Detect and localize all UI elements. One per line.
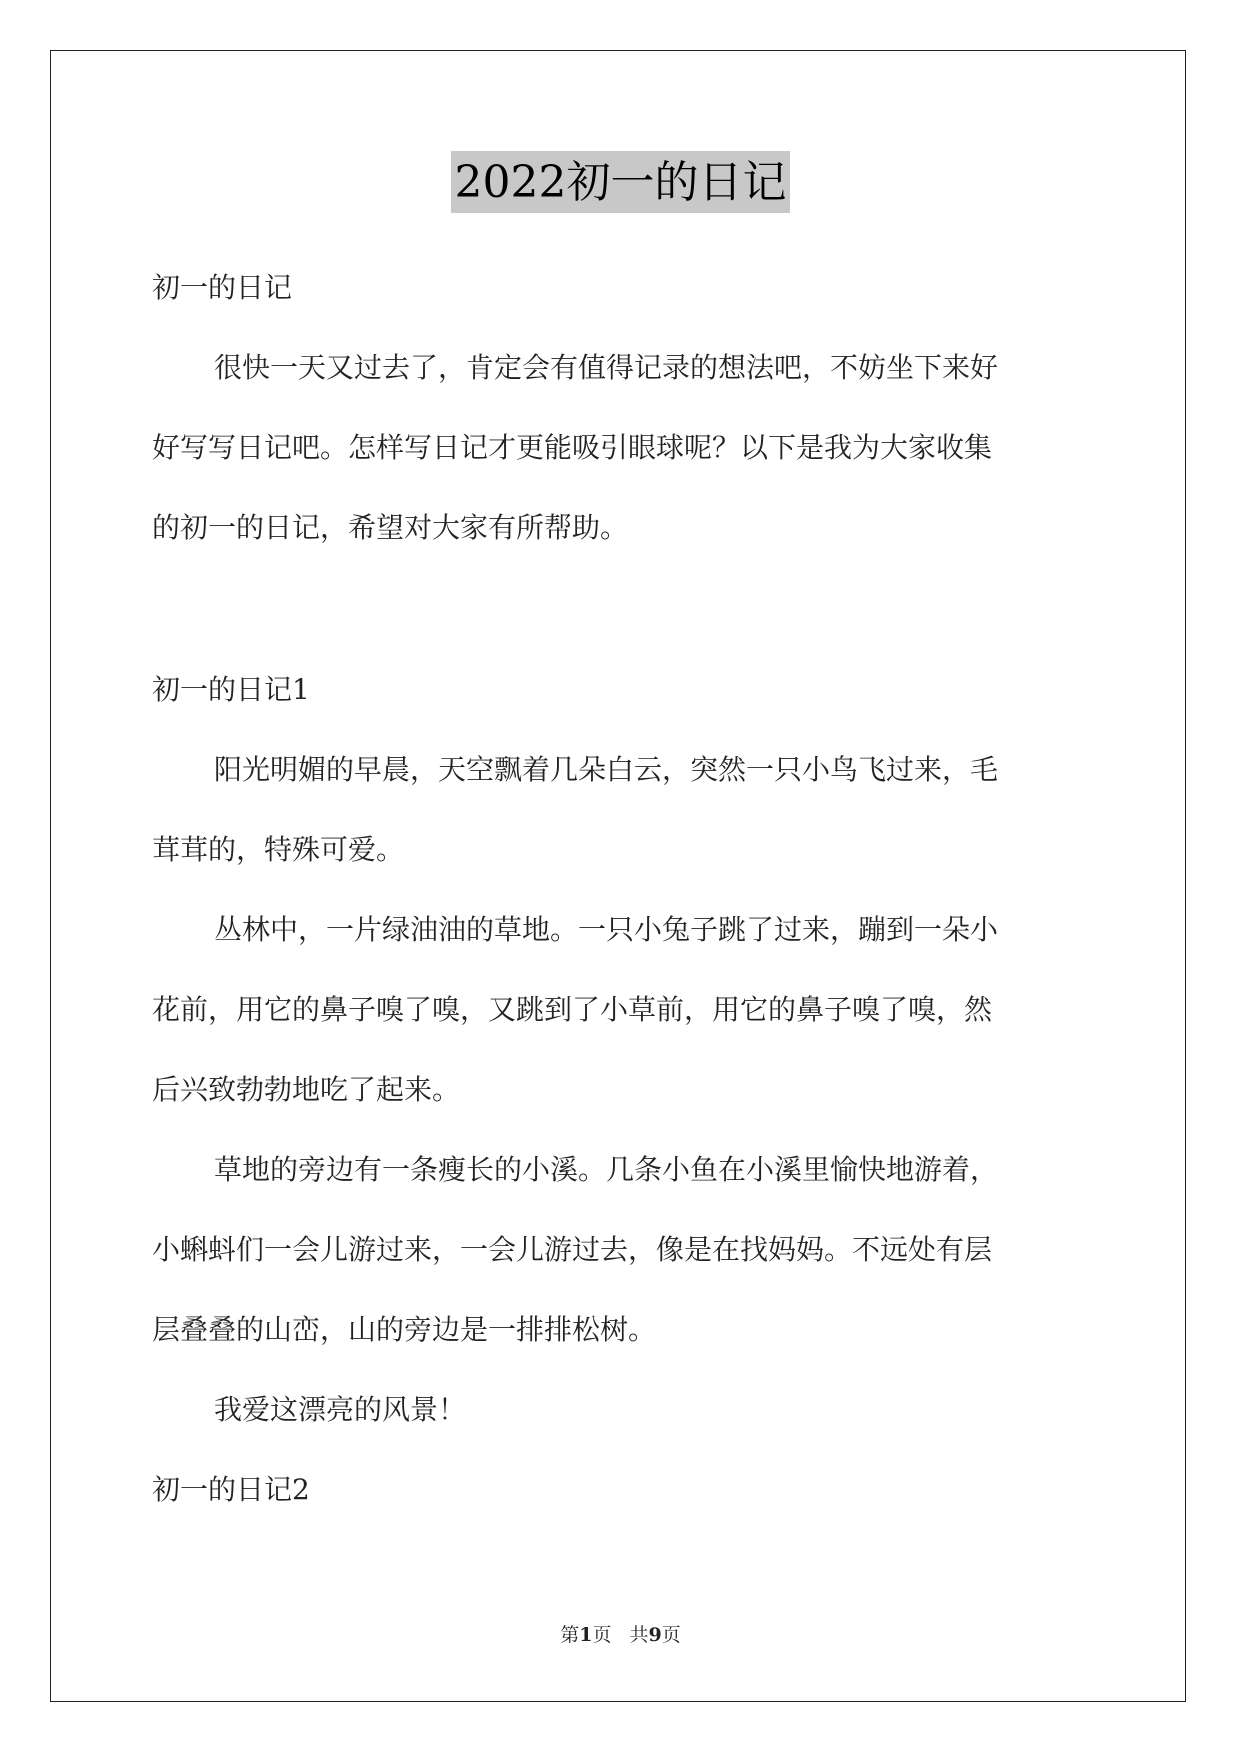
page-footer [0,1620,1241,1647]
paragraph-line: 小蝌蚪们一会儿游过来，一会儿游过去，像是在找妈妈。不远处有层 [152,1233,993,1266]
page-prefix: 第 [560,1624,580,1646]
page-total: 9 [648,1624,662,1646]
paragraph-line: 后兴致勃勃地吃了起来。 [152,1073,461,1106]
page-suffix: 页 [592,1624,612,1646]
section-heading: 初一的日记 [152,271,293,304]
total-prefix: 共 [629,1624,649,1646]
document-title: 2022初一的日记 [451,151,791,213]
page-number: 1 [579,1624,593,1646]
section-heading: 初一的日记2 [152,1473,310,1506]
total-suffix: 页 [661,1624,681,1646]
paragraph-line: 丛林中，一片绿油油的草地。一只小兔子跳了过来，蹦到一朵小 [214,913,999,946]
paragraph-line: 草地的旁边有一条瘦长的小溪。几条小鱼在小溪里愉快地游着， [214,1153,999,1186]
paragraph-line: 茸茸的，特殊可爱。 [152,833,405,866]
paragraph-line: 我爱这漂亮的风景！ [214,1393,467,1426]
paragraph-line: 花前，用它的鼻子嗅了嗅，又跳到了小草前，用它的鼻子嗅了嗅，然 [152,993,993,1026]
paragraph-line: 层叠叠的山峦，山的旁边是一排排松树。 [152,1313,657,1346]
paragraph-line: 好写写日记吧。怎样写日记才更能吸引眼球呢？以下是我为大家收集 [152,431,993,464]
paragraph-line: 很快一天又过去了，肯定会有值得记录的想法吧，不妨坐下来好 [214,351,999,384]
paragraph-line: 的初一的日记，希望对大家有所帮助。 [152,511,629,544]
section-heading: 初一的日记1 [152,673,310,706]
paragraph-line: 阳光明媚的早晨，天空飘着几朵白云，突然一只小鸟飞过来，毛 [214,753,999,786]
title-container [0,151,1241,213]
